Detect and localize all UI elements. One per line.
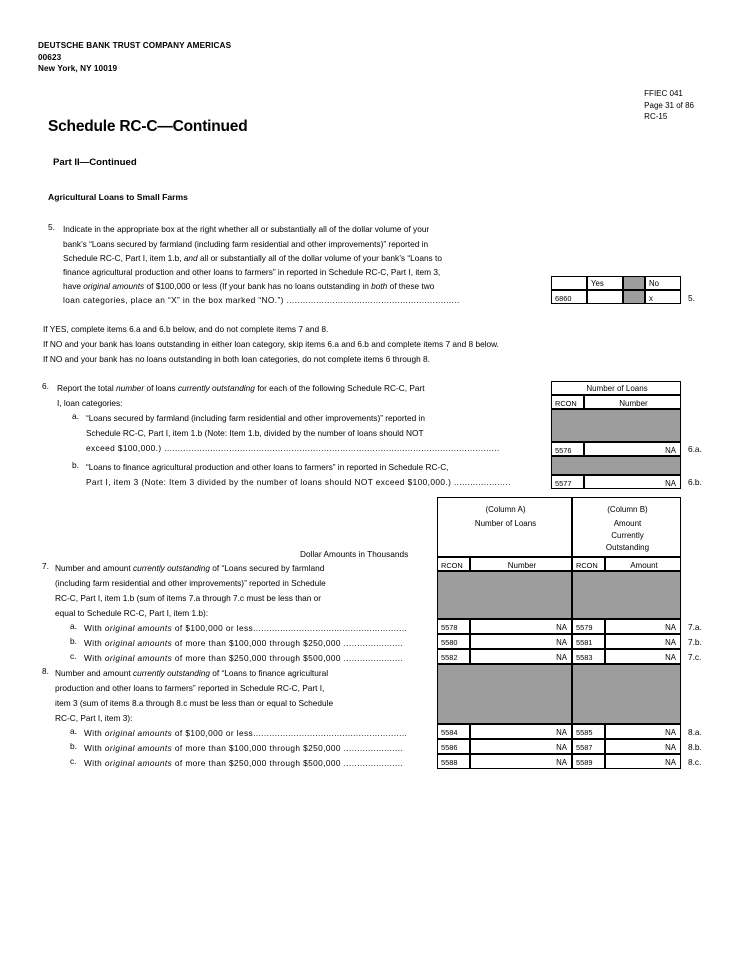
item-8b-rcon-a-cell: [437, 739, 470, 754]
item-7c-rcon-a-cell: [437, 649, 470, 664]
item-6-gray-block: [551, 409, 681, 442]
col-a-rcon-header-cell: [437, 557, 470, 571]
bank-name: DEUTSCHE BANK TRUST COMPANY AMERICAS: [38, 41, 232, 50]
item-5-no-label-cell: [645, 276, 681, 290]
column-b-label: (Column B): [607, 505, 648, 514]
item-7c-value-a: NA: [556, 653, 567, 662]
item-5-no-checkbox[interactable]: [645, 290, 681, 304]
item-8a-text: With original amounts of $100,000 or less.........................................................: [84, 728, 408, 738]
item-7-line-3: RC-C, Part I, item 1.b (sum of items 7.a through 7.c must be less than or: [55, 593, 322, 603]
item-6-number-header: Number: [619, 399, 648, 408]
item-6-number: 6.: [42, 381, 49, 391]
item-7b-value-a-cell[interactable]: [470, 634, 572, 649]
item-6a-rcon-code: 5576: [555, 446, 572, 455]
instruction-line-3: If NO and your bank has no loans outstanding in both loan categories, do not complete items 6 through 8.: [43, 354, 430, 364]
item-8a-value-a: NA: [556, 728, 567, 737]
item-6-line-1: Report the total number of loans currently outstanding for each of the following Schedule RC-C, Part: [57, 383, 425, 393]
form-identification: [644, 88, 694, 123]
item-5-line-4: finance agricultural production and other loans to farmers” in reported in Schedule RC-C, Part I, item 3,: [63, 267, 441, 277]
column-a-label: (Column A): [485, 505, 526, 514]
item-8c-code-a: 5588: [441, 758, 458, 767]
item-8c-value-a: NA: [556, 758, 567, 767]
item-7b-code-b: 5581: [576, 638, 593, 647]
item-8c-value-b-cell[interactable]: [605, 754, 681, 769]
item-7b-rcon-b-cell: [572, 634, 605, 649]
item-7-gray-block-a: [437, 571, 572, 619]
item-8c-rcon-a-cell: [437, 754, 470, 769]
item-7-line-2: (including farm residential and other improvements)” reported in Schedule: [55, 578, 326, 588]
item-7b-right-label: 7.b.: [688, 637, 702, 647]
item-5-line-5: have original amounts of $100,000 or less (If your bank has no loans outstanding in both of these two: [63, 281, 435, 291]
column-b-title-3: Outstanding: [605, 543, 650, 552]
item-8c-value-a-cell[interactable]: [470, 754, 572, 769]
item-6a-letter: a.: [72, 411, 79, 421]
section-title: Agricultural Loans to Small Farms: [48, 192, 188, 202]
col-b-rcon-header: RCON: [576, 561, 598, 570]
item-6b-value: NA: [665, 479, 676, 488]
item-8a-letter: a.: [70, 726, 77, 736]
item-8-line-3: item 3 (sum of items 8.a through 8.c must be less than or equal to Schedule: [55, 698, 334, 708]
item-6b-value-cell[interactable]: [584, 475, 681, 489]
instruction-line-1: If YES, complete items 6.a and 6.b below, and do not complete items 7 and 8.: [43, 324, 329, 334]
item-8c-letter: c.: [70, 756, 77, 766]
item-7c-letter: c.: [70, 651, 77, 661]
col-b-amount-header-cell: [605, 557, 681, 571]
item-6-rcon-header: RCON: [555, 399, 577, 408]
column-a-header-cell: [437, 497, 572, 557]
item-8-gray-block-a: [437, 664, 572, 724]
item-5-rcon-cell: [551, 290, 587, 304]
item-8c-value-b: NA: [665, 758, 676, 767]
item-8a-rcon-a-cell: [437, 724, 470, 739]
item-8a-value-a-cell[interactable]: [470, 724, 572, 739]
item-8-number: 8.: [42, 666, 49, 676]
item-7b-rcon-a-cell: [437, 634, 470, 649]
item-6b-right-label: 6.b.: [688, 477, 702, 487]
item-7b-value-b-cell[interactable]: [605, 634, 681, 649]
item-6-table-title: Number of Loans: [586, 384, 648, 393]
item-5-spacer-cell-2: [623, 290, 645, 304]
item-6b-gray-block: [551, 456, 681, 475]
item-5-yes-header-cell: [551, 276, 587, 290]
item-8a-right-label: 8.a.: [688, 727, 702, 737]
item-7a-value-a-cell[interactable]: [470, 619, 572, 634]
item-6a-line-2: Schedule RC-C, Part I, item 1.b (Note: Item 1.b, divided by the number of loans should NOT: [86, 428, 424, 438]
item-7a-rcon-a-cell: [437, 619, 470, 634]
item-8a-rcon-b-cell: [572, 724, 605, 739]
item-7b-letter: b.: [70, 636, 77, 646]
item-8-line-2: production and other loans to farmers” reported in Schedule RC-C, Part I,: [55, 683, 325, 693]
column-b-title-1: Amount: [613, 519, 642, 528]
item-6-rcon-header-cell: [551, 395, 584, 409]
item-5-line-2: bank’s “Loans secured by farmland (including farm residential and other improvements)” reported in: [63, 239, 429, 249]
item-7b-text: With original amounts of more than $100,000 through $250,000 ......................: [84, 638, 404, 648]
item-7a-code-a: 5578: [441, 623, 458, 632]
item-7c-value-b-cell[interactable]: [605, 649, 681, 664]
yes-label: Yes: [591, 279, 604, 288]
item-6a-right-label: 6.a.: [688, 444, 702, 454]
dollar-amounts-label: Dollar Amounts in Thousands: [300, 549, 409, 559]
item-8a-code-a: 5584: [441, 728, 458, 737]
item-7a-code-b: 5579: [576, 623, 593, 632]
page-title: Schedule RC-C—Continued: [48, 118, 248, 135]
item-8b-value-b: NA: [665, 743, 676, 752]
item-5-line-6: loan categories, place an “X” in the box marked “NO.”) ................................................................: [63, 295, 460, 305]
item-8b-value-a-cell[interactable]: [470, 739, 572, 754]
item-6b-letter: b.: [72, 460, 79, 470]
item-7a-rcon-b-cell: [572, 619, 605, 634]
col-a-rcon-header: RCON: [441, 561, 463, 570]
page-number: Page 31 of 86: [644, 100, 694, 110]
item-7a-value-b-cell[interactable]: [605, 619, 681, 634]
item-7c-value-b: NA: [665, 653, 676, 662]
item-5-right-label: 5.: [688, 293, 695, 303]
item-8c-right-label: 8.c.: [688, 757, 702, 767]
item-6b-line-2: Part I, item 3 (Note: Item 3 divided by the number of loans should NOT exceed $100,000.) .....................: [86, 477, 511, 487]
item-7c-right-label: 7.c.: [688, 652, 702, 662]
item-7c-rcon-b-cell: [572, 649, 605, 664]
item-7a-value-a: NA: [556, 623, 567, 632]
item-8b-value-a: NA: [556, 743, 567, 752]
bank-city-state: New York, NY 10019: [38, 64, 118, 73]
item-7-gray-block-b: [572, 571, 681, 619]
item-5-line-1: Indicate in the appropriate box at the right whether all or substantially all of the dollar volume of your: [63, 224, 430, 234]
item-7a-value-b: NA: [665, 623, 676, 632]
item-5-rcon-code: 6860: [555, 294, 572, 303]
item-8b-text: With original amounts of more than $100,000 through $250,000 ......................: [84, 743, 404, 753]
instruction-line-2: If NO and your bank has loans outstanding in either loan category, skip items 6.a and 6.b and complete items 7 and 8 below.: [43, 339, 499, 349]
schedule-code: RC-15: [644, 112, 668, 121]
item-8-line-1: Number and amount currently outstanding of “Loans to finance agricultural: [55, 668, 329, 678]
item-8c-code-b: 5589: [576, 758, 593, 767]
item-6-number-header-cell: [584, 395, 681, 409]
item-8b-letter: b.: [70, 741, 77, 751]
item-6b-rcon-code: 5577: [555, 479, 572, 488]
item-7b-value-b: NA: [665, 638, 676, 647]
item-7b-code-a: 5580: [441, 638, 458, 647]
column-b-title-2: Currently: [611, 531, 644, 540]
form-id: FFIEC 041: [644, 89, 683, 98]
item-7a-right-label: 7.a.: [688, 622, 702, 632]
item-7c-code-b: 5583: [576, 653, 593, 662]
item-5-yes-label-cell: [587, 276, 623, 290]
item-7a-letter: a.: [70, 621, 77, 631]
item-8c-text: With original amounts of more than $250,000 through $500,000 ......................: [84, 758, 404, 768]
item-7-line-1: Number and amount currently outstanding of “Loans secured by farmland: [55, 563, 325, 573]
item-6b-line-1: “Loans to finance agricultural production and other loans to farmers” in reported in Schedule RC-C,: [86, 462, 449, 472]
item-8c-rcon-b-cell: [572, 754, 605, 769]
bank-identification: [38, 40, 231, 75]
item-7c-value-a-cell[interactable]: [470, 649, 572, 664]
item-8a-code-b: 5585: [576, 728, 593, 737]
item-6a-rcon-cell: [551, 442, 584, 456]
item-6b-rcon-cell: [551, 475, 584, 489]
item-8b-right-label: 8.b.: [688, 742, 702, 752]
item-8-gray-block-b: [572, 664, 681, 724]
item-8-line-4: RC-C, Part I, item 3):: [55, 713, 133, 723]
item-8b-code-a: 5586: [441, 743, 458, 752]
item-6-table-title-cell: [551, 381, 681, 395]
item-8b-code-b: 5587: [576, 743, 593, 752]
col-b-amount-header: Amount: [630, 561, 658, 570]
col-a-number-header-cell: [470, 557, 572, 571]
item-7-line-4: equal to Schedule RC-C, Part I, item 1.b):: [55, 608, 209, 618]
item-6a-value: NA: [665, 446, 676, 455]
col-a-number-header: Number: [507, 561, 537, 570]
item-7-number: 7.: [42, 561, 49, 571]
item-7c-code-a: 5582: [441, 653, 458, 662]
no-label: No: [649, 279, 659, 288]
item-7a-text: With original amounts of $100,000 or less.........................................................: [84, 623, 408, 633]
item-8a-value-b: NA: [665, 728, 676, 737]
column-b-header-cell: [572, 497, 681, 557]
item-7b-value-a: NA: [556, 638, 567, 647]
item-8b-rcon-b-cell: [572, 739, 605, 754]
column-a-title: Number of Loans: [474, 519, 537, 528]
item-8a-value-b-cell[interactable]: [605, 724, 681, 739]
part-title: Part II—Continued: [53, 157, 137, 168]
col-b-rcon-header-cell: [572, 557, 605, 571]
item-6-line-2: I, loan categories:: [57, 398, 123, 408]
item-5-spacer-cell: [623, 276, 645, 290]
item-6a-line-1: “Loans secured by farmland (including farm residential and other improvements)” reported in: [86, 413, 425, 423]
item-8b-value-b-cell[interactable]: [605, 739, 681, 754]
item-5-answer-mark: x: [649, 294, 653, 303]
bank-id: 00623: [38, 52, 62, 62]
item-6a-line-3: exceed $100,000.) ............................................................................................................................: [86, 443, 500, 453]
item-6a-value-cell[interactable]: [584, 442, 681, 456]
item-5-yes-checkbox[interactable]: [587, 290, 623, 304]
item-7c-text: With original amounts of more than $250,000 through $500,000 ......................: [84, 653, 404, 663]
item-5-number: 5.: [48, 222, 55, 232]
item-5-line-3: Schedule RC-C, Part I, item 1.b, and all or substantially all of the dollar volume of your bank’s “Loans to: [63, 253, 442, 263]
